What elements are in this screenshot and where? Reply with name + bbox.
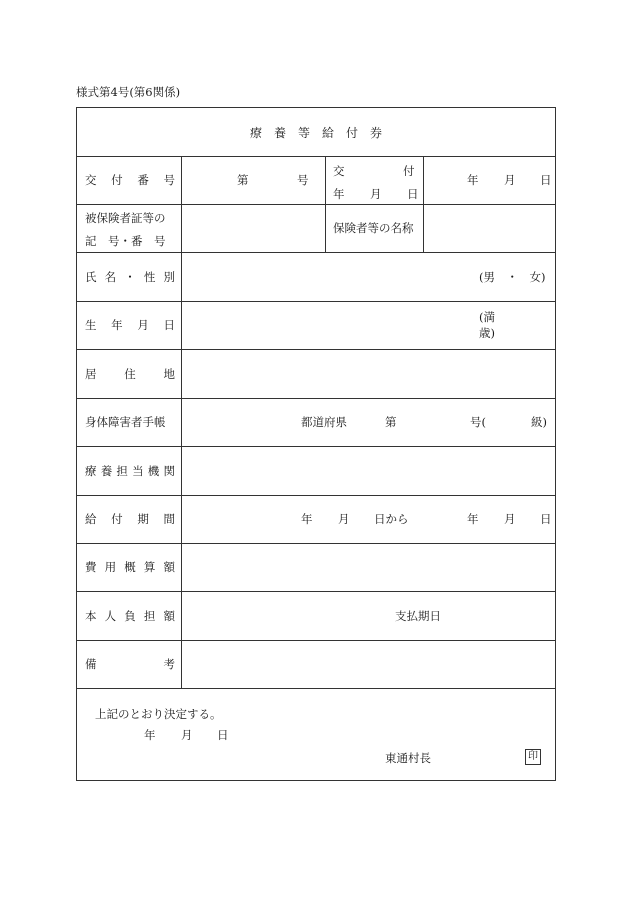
period-to-year: 年 <box>467 512 479 526</box>
estimated-cost-label <box>77 543 181 591</box>
row-label-text <box>77 559 181 575</box>
remarks-label <box>77 640 181 688</box>
label-char: 担 <box>143 608 156 623</box>
disability-handbook-label <box>77 398 181 446</box>
label-char: 算 <box>143 560 156 574</box>
column-divider <box>325 156 326 252</box>
benefit-voucher-form <box>76 107 556 781</box>
label-char: 生 <box>85 318 97 332</box>
label-char: 養 <box>100 463 113 478</box>
kofu-char-1: 交 <box>333 164 345 178</box>
benefit-period-label <box>77 495 181 543</box>
label-char: 間 <box>163 512 175 526</box>
label-char: 負 <box>124 608 136 623</box>
period-from-year: 年 <box>301 512 313 526</box>
label-char: 付 <box>111 173 123 187</box>
decision-year: 年 <box>144 728 156 742</box>
self-burden-label <box>77 591 181 640</box>
decision-day: 日 <box>217 728 229 742</box>
label-char: 額 <box>163 560 175 574</box>
label-char: 地 <box>163 366 175 381</box>
name-gender-label <box>77 252 181 301</box>
row-label-text <box>77 317 181 333</box>
divider <box>77 204 555 205</box>
label-char: 担 <box>116 463 128 478</box>
label-char: 日 <box>163 318 175 332</box>
row-label-text <box>77 269 181 285</box>
birthdate-label <box>77 301 181 349</box>
hoken-label-line2: 記 号・番 号 <box>85 234 166 248</box>
label-char: 居 <box>85 366 97 381</box>
row-label-text <box>77 366 181 382</box>
label-char: 期 <box>137 512 149 526</box>
seal-mark: 印 <box>525 749 541 765</box>
row-label-text <box>77 172 181 188</box>
label-char: 額 <box>163 608 175 623</box>
label-char: 交 <box>85 173 97 187</box>
decision-text: 上記のとおり決定する。 <box>95 707 222 721</box>
label-char: 号 <box>163 173 175 187</box>
label-char: 名 <box>104 269 117 284</box>
label-char: 当 <box>132 463 144 478</box>
label-char: 氏 <box>85 269 97 284</box>
label-char: 備 <box>85 657 97 671</box>
period-from-day: 日から <box>374 512 409 526</box>
period-to-day: 日 <box>540 512 552 526</box>
label-char: 別 <box>163 269 175 284</box>
label-char: 用 <box>104 560 117 574</box>
kofu-number-label <box>77 156 181 204</box>
kofu-char-2: 付 <box>403 164 415 178</box>
gender-options: (男 ・ 女) <box>479 269 546 284</box>
label-char: 給 <box>85 512 97 526</box>
label-char: 考 <box>163 657 175 671</box>
age-text: (満 歳) <box>479 310 541 340</box>
payment-due-label: 支払期日 <box>395 608 441 623</box>
label-char: 機 <box>147 463 160 478</box>
label-char: 年 <box>111 318 123 332</box>
stack-year: 年 <box>333 187 345 201</box>
label-char: 概 <box>124 560 136 574</box>
prefecture-text: 都道府県 <box>301 415 347 429</box>
row-label-text <box>77 608 181 624</box>
period-to-month: 月 <box>504 512 516 526</box>
form-title: 療 養 等 給 付 券 <box>249 125 382 140</box>
label-char: 番 <box>137 173 149 187</box>
row-label-text <box>77 511 181 527</box>
label-char: 費 <box>85 560 97 574</box>
label-char: 療 <box>85 463 97 478</box>
dai-text: 第 <box>237 173 249 187</box>
kofu-month: 月 <box>504 173 516 187</box>
go-text: 号 <box>297 173 309 187</box>
label-char: 住 <box>124 366 136 381</box>
label-char: 関 <box>163 463 175 478</box>
handbook-dai: 第 <box>385 415 397 429</box>
period-from-month: 月 <box>338 512 350 526</box>
label-char: ・ <box>124 269 136 284</box>
column-divider <box>423 156 424 252</box>
label-char: 月 <box>137 318 149 332</box>
label-column-divider <box>181 156 182 688</box>
label-char: 性 <box>143 269 156 284</box>
handbook-go: 号( <box>470 415 486 429</box>
medical-institution-label <box>77 446 181 495</box>
issuer-name: 東通村長 <box>385 751 431 765</box>
stack-day: 日 <box>407 187 419 201</box>
form-caption: 様式第4号(第6関係) <box>76 85 181 99</box>
handbook-grade: 級) <box>531 415 547 429</box>
hokensha-name-label: 保険者等の名称 <box>333 221 414 235</box>
kofu-year: 年 <box>467 173 479 187</box>
label-char: 付 <box>111 512 123 526</box>
residence-label <box>77 349 181 398</box>
row-label-text <box>77 656 181 672</box>
decision-month: 月 <box>181 728 193 742</box>
kofu-day: 日 <box>540 173 552 187</box>
hoken-label-line1: 被保険者証等の <box>85 211 166 225</box>
disability-handbook-text: 身体障害者手帳 <box>85 415 166 429</box>
label-char: 本 <box>85 608 97 623</box>
label-char: 人 <box>104 608 117 623</box>
row-label-text <box>77 463 181 479</box>
divider <box>77 688 555 689</box>
stack-month: 月 <box>370 187 382 201</box>
